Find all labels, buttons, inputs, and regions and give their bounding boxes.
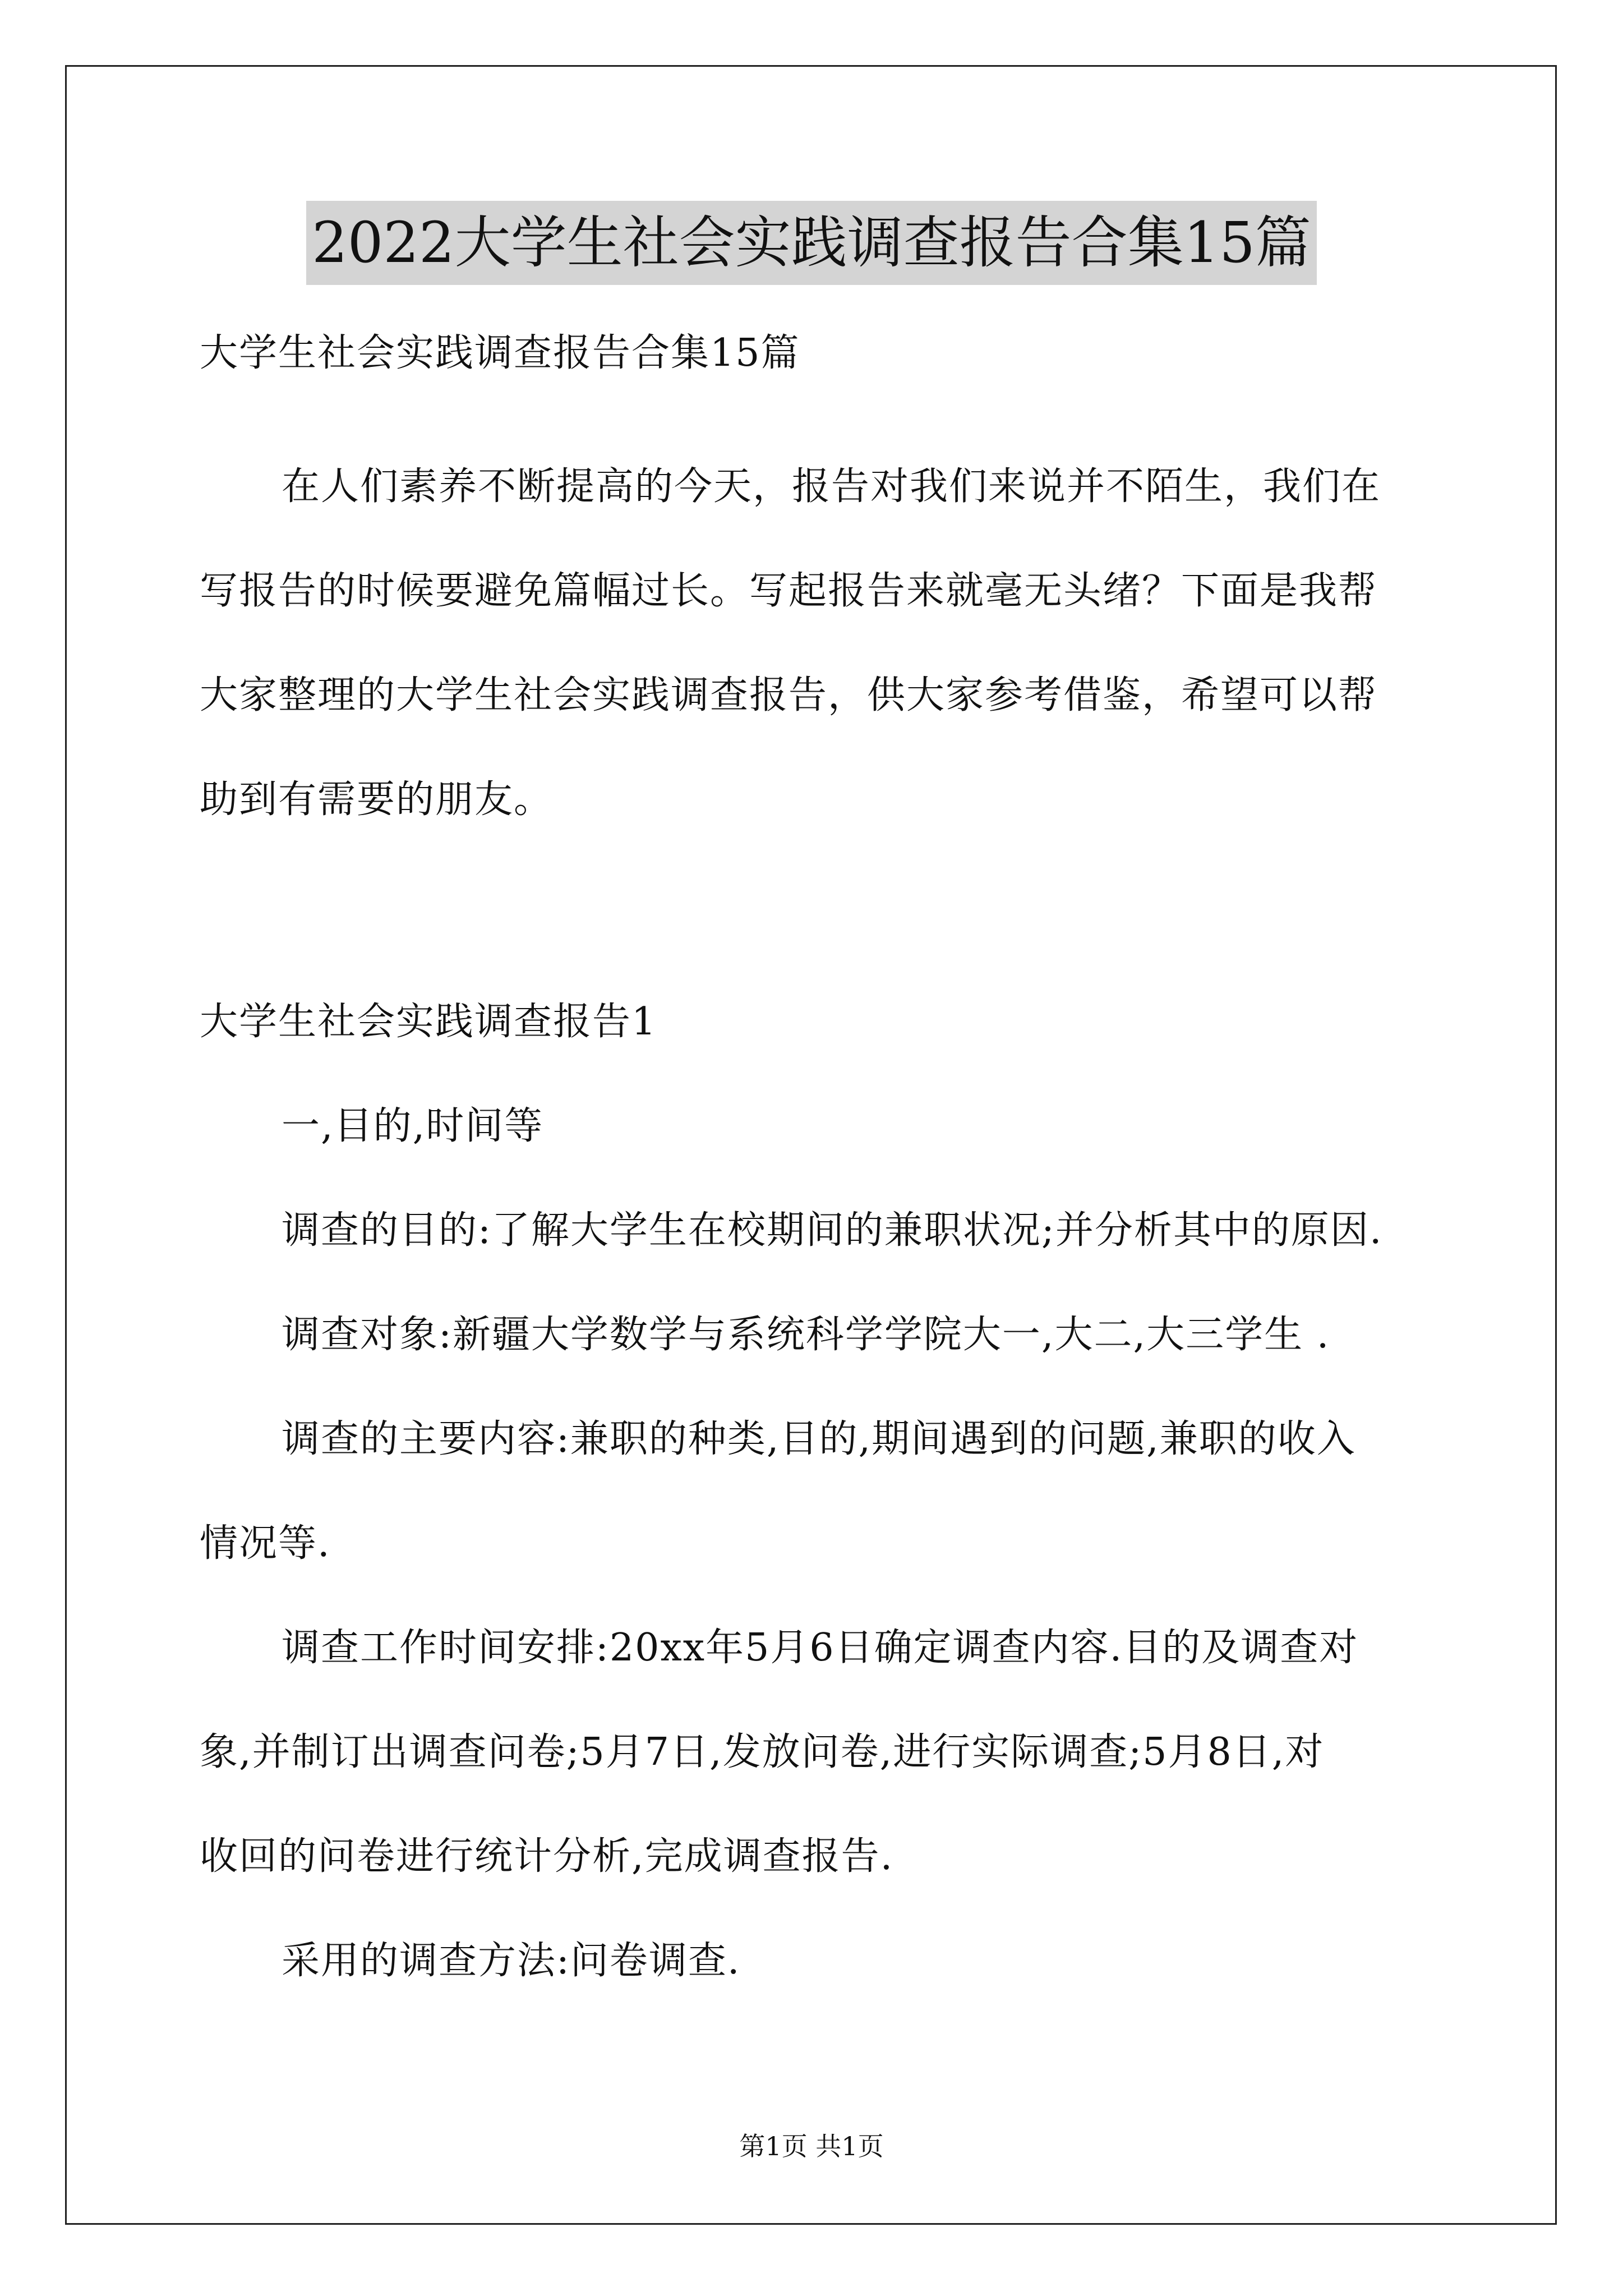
- paragraph-schedule-line-1: 调查工作时间安排:20xx年5月6日确定调查内容.目的及调查对: [282, 1626, 1359, 1670]
- intro-line-4: 助到有需要的朋友。: [200, 777, 554, 822]
- paragraph-content-line-2: 情况等.: [200, 1521, 331, 1566]
- title-container: [0, 201, 1623, 285]
- document-title: 2022大学生社会实践调查报告合集15篇: [306, 201, 1317, 285]
- intro-line-2: 写报告的时候要避免篇幅过长。写起报告来就毫无头绪？下面是我帮: [200, 569, 1378, 613]
- paragraph-subjects: 调查对象:新疆大学数学与系统科学学院大一,大二,大三学生 .: [282, 1313, 1330, 1357]
- paragraph-purpose: 调查的目的:了解大学生在校期间的兼职状况;并分析其中的原因.: [282, 1208, 1383, 1253]
- paragraph-content-line-1: 调查的主要内容:兼职的种类,目的,期间遇到的问题,兼职的收入: [282, 1417, 1356, 1461]
- subtitle-line: 大学生社会实践调查报告合集15篇: [200, 331, 800, 375]
- intro-line-1: 在人们素养不断提高的今天，报告对我们来说并不陌生，我们在: [282, 464, 1381, 509]
- paragraph-method: 采用的调查方法:问卷调查.: [282, 1939, 741, 1983]
- paragraph-schedule-line-2: 象,并制订出调查问卷;5月7日,发放问卷,进行实际调查;5月8日,对: [200, 1730, 1325, 1774]
- section-heading: 大学生社会实践调查报告1: [200, 1000, 657, 1044]
- page-footer: 第1页 共1页: [739, 2131, 884, 2161]
- intro-line-3: 大家整理的大学生社会实践调查报告，供大家参考借鉴，希望可以帮: [200, 673, 1378, 717]
- paragraph-schedule-line-3: 收回的问卷进行统计分析,完成调查报告.: [200, 1834, 894, 1879]
- subsection-heading: 一,目的,时间等: [282, 1104, 544, 1148]
